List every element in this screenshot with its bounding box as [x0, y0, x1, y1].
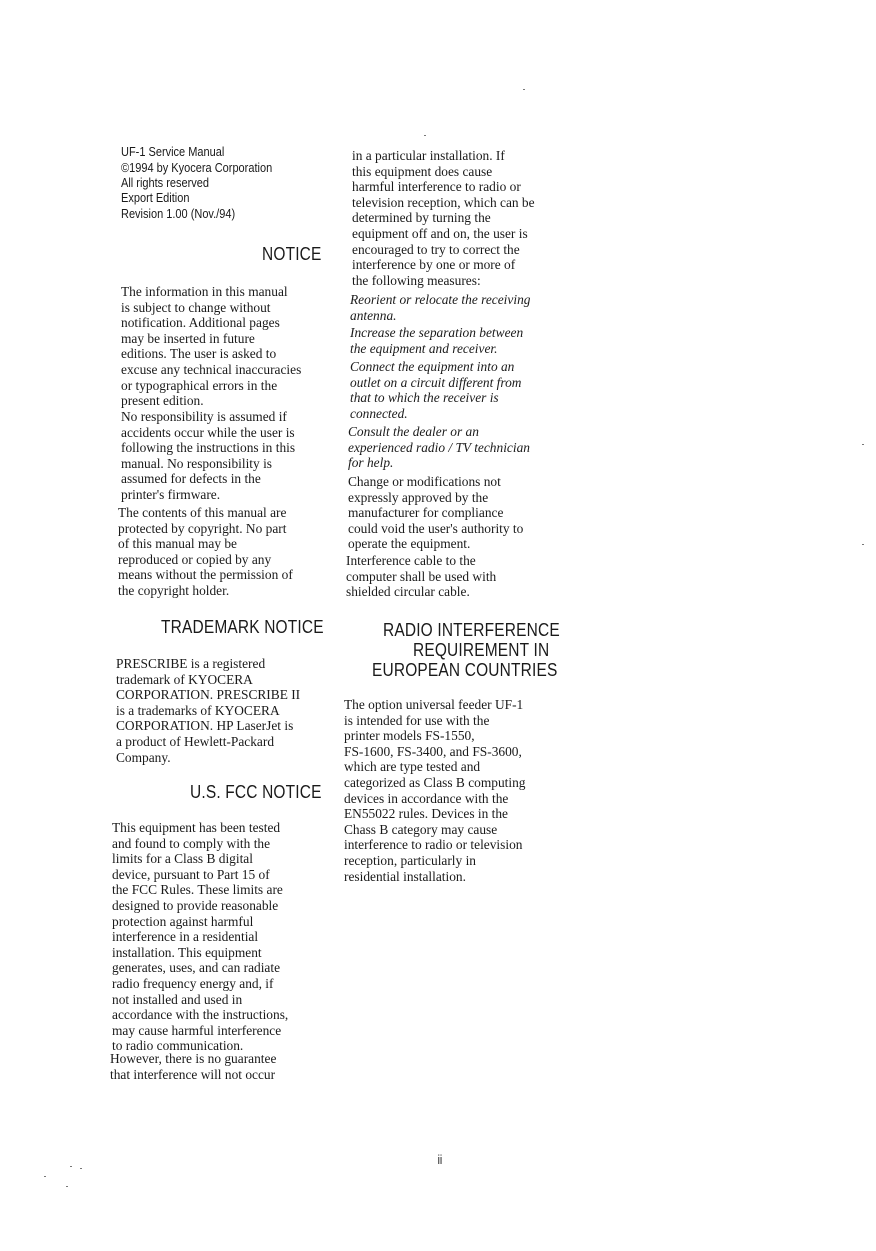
text-line: or typographical errors in the — [121, 377, 278, 393]
text-line: The option universal feeder UF-1 — [344, 697, 524, 712]
text-line: categorized as Class B computing — [344, 774, 526, 790]
text-line: could void the user's authority to — [348, 520, 524, 536]
fcc-continued-paragraph — [352, 148, 535, 288]
radio-heading-line-3: EUROPEAN COUNTRIES — [372, 660, 558, 680]
text-line: assumed for defects in the — [121, 471, 261, 487]
text-line: The information in this manual — [121, 284, 288, 299]
text-line: expressly approved by the — [348, 489, 489, 505]
text-line: experienced radio / TV technician — [348, 439, 530, 455]
text-line: trademark of KYOCERA — [116, 671, 253, 687]
text-line: interference in a residential — [112, 929, 259, 945]
text-line: and found to comply with the — [112, 835, 271, 851]
text-line: is a trademarks of KYOCERA — [116, 702, 280, 718]
text-line: reception, particularly in — [344, 852, 476, 868]
text-line: television reception, which can be — [352, 194, 535, 210]
text-line: is intended for use with the — [344, 712, 490, 728]
measure-connect-outlet — [350, 359, 521, 421]
text-line: interference to radio or television — [344, 837, 523, 853]
manual-title: UF-1 Service Manual — [121, 145, 225, 159]
text-line: that to which the receiver is — [350, 390, 499, 406]
radio-heading-line-1: RADIO INTERFERENCE — [383, 620, 560, 640]
text-line: PRESCRIBE is a registered — [116, 656, 266, 671]
trademark-heading: TRADEMARK NOTICE — [161, 617, 324, 637]
text-line: this equipment does cause — [352, 163, 493, 179]
measure-increase-separation — [350, 325, 523, 356]
revision-line: Revision 1.00 (Nov./94) — [121, 207, 236, 221]
text-line: residential installation. — [344, 868, 466, 884]
text-line: means without the permission of — [118, 567, 293, 583]
scan-speck — [424, 135, 426, 136]
text-line: shielded circular cable. — [346, 584, 470, 600]
text-line: Company. — [116, 749, 171, 765]
scan-speck — [862, 544, 864, 545]
text-line: manufacturer for compliance — [348, 505, 504, 521]
interference-cable-paragraph — [346, 553, 496, 600]
modifications-paragraph — [348, 474, 523, 552]
text-line: outlet on a circuit different from — [350, 374, 522, 390]
text-line: the equipment and receiver. — [350, 340, 498, 356]
text-line: CORPORATION. HP LaserJet is — [116, 718, 294, 734]
text-line: generates, uses, and can radiate — [112, 960, 281, 976]
fcc-paragraph-2 — [110, 1051, 276, 1082]
text-line: limits for a Class B digital — [112, 851, 253, 867]
text-line: operate the equipment. — [348, 536, 471, 552]
text-line: However, there is no guarantee — [110, 1051, 277, 1066]
notice-paragraph-1 — [121, 284, 301, 409]
radio-heading-line-2: REQUIREMENT IN — [413, 640, 550, 660]
trademark-paragraph — [116, 656, 300, 765]
edition-line: Export Edition — [121, 191, 190, 205]
text-line: excuse any technical inaccuracies — [121, 361, 302, 377]
text-line: that interference will not occur — [110, 1066, 276, 1082]
text-line: CORPORATION. PRESCRIBE II — [116, 687, 301, 703]
text-line: printer's firmware. — [121, 486, 221, 502]
text-line: interference by one or more of — [352, 257, 516, 273]
text-line: No responsibility is assumed if — [121, 409, 287, 424]
text-line: radio frequency energy and, if — [112, 975, 274, 991]
text-line: protection against harmful — [112, 913, 254, 929]
text-line: Interference cable to the — [346, 553, 476, 568]
text-line: editions. The user is asked to — [121, 346, 277, 362]
scan-speck — [80, 1168, 82, 1169]
text-line: Increase the separation between — [350, 325, 524, 340]
text-line: is subject to change without — [121, 299, 271, 315]
radio-paragraph — [344, 697, 525, 884]
scan-speck — [862, 444, 864, 445]
text-line: EN55022 rules. Devices in the — [344, 806, 508, 822]
text-line: The contents of this manual are — [118, 505, 287, 520]
text-line: designed to provide reasonable — [112, 897, 279, 913]
text-line: device, pursuant to Part 15 of — [112, 866, 270, 882]
scan-speck — [44, 1176, 46, 1177]
text-line: determined by turning the — [352, 210, 491, 226]
measure-consult-dealer — [348, 424, 530, 471]
text-line: FS-1600, FS-3400, and FS-3600, — [344, 743, 522, 759]
text-line: may cause harmful interference — [112, 1022, 282, 1038]
text-line: Change or modifications not — [348, 474, 501, 489]
fcc-heading: U.S. FCC NOTICE — [190, 782, 322, 802]
measure-reorient — [350, 292, 530, 323]
text-line: present edition. — [121, 393, 204, 409]
text-line: encouraged to try to correct the — [352, 241, 520, 257]
text-line: following the instructions in this — [121, 440, 296, 456]
text-line: connected. — [350, 405, 408, 421]
text-line: Chass B category may cause — [344, 821, 498, 837]
text-line: Connect the equipment into an — [350, 359, 515, 374]
text-line: installation. This equipment — [112, 944, 262, 960]
text-line: devices in accordance with the — [344, 790, 509, 806]
page-number: ii — [437, 1152, 443, 1167]
text-line: the copyright holder. — [118, 582, 230, 598]
text-line: the following measures: — [352, 272, 481, 288]
text-line: equipment off and on, the user is — [352, 225, 528, 241]
text-line: protected by copyright. No part — [118, 520, 287, 536]
fcc-paragraph-1 — [112, 820, 288, 1054]
text-line: notification. Additional pages — [121, 315, 280, 331]
notice-paragraph-3 — [118, 505, 293, 599]
text-line: may be inserted in future — [121, 330, 255, 346]
text-line: Consult the dealer or an — [348, 424, 479, 439]
text-line: of this manual may be — [118, 536, 237, 552]
text-line: This equipment has been tested — [112, 820, 281, 835]
text-line: accidents occur while the user is — [121, 424, 295, 440]
scan-speck — [523, 89, 525, 90]
text-line: for help. — [348, 455, 394, 471]
text-line: manual. No responsibility is — [121, 455, 273, 471]
text-line: computer shall be used with — [346, 568, 497, 584]
text-line: accordance with the instructions, — [112, 1007, 289, 1023]
text-line: a product of Hewlett-Packard — [116, 733, 275, 749]
rights-line: All rights reserved — [121, 176, 210, 190]
text-line: antenna. — [350, 307, 397, 323]
text-line: to radio communication. — [112, 1038, 244, 1054]
text-line: Reorient or relocate the receiving — [350, 292, 531, 307]
text-line: printer models FS-1550, — [344, 728, 475, 744]
copyright-line: ©1994 by Kyocera Corporation — [121, 161, 273, 175]
text-line: which are type tested and — [344, 759, 481, 775]
scan-speck — [66, 1186, 68, 1187]
text-line: not installed and used in — [112, 991, 243, 1007]
scan-speck — [70, 1166, 72, 1167]
text-line: harmful interference to radio or — [352, 179, 521, 195]
notice-heading: NOTICE — [262, 244, 322, 264]
text-line: reproduced or copied by any — [118, 551, 272, 567]
notice-paragraph-2 — [121, 409, 295, 503]
text-line: the FCC Rules. These limits are — [112, 882, 283, 898]
text-line: in a particular installation. If — [352, 148, 505, 163]
